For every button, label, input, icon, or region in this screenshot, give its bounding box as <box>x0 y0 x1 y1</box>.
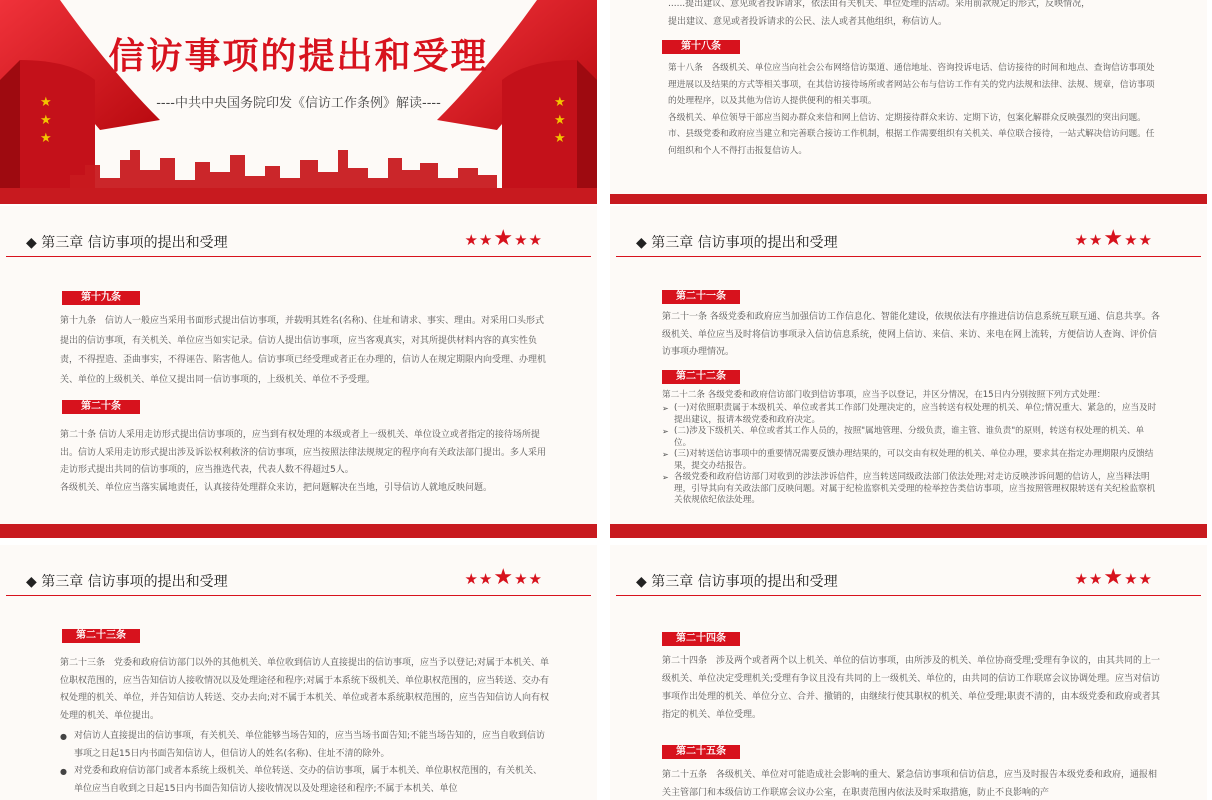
slide-article-21-22 <box>610 206 1207 538</box>
article-tag: 第二十一条 <box>662 290 740 304</box>
article-body: 第二十二条 各级党委和政府信访部门收到信访事项，应当予以登记，并区分情况，在15日内分别按照下列方式处理： <box>662 390 1106 400</box>
item-list <box>60 728 550 798</box>
article-body: 第二十三条 党委和政府信访部门以外的其他机关、单位收到信访人直接提出的信访事项，应当予以登记;对属于本机关、单位职权范围的，应当告知信访人接收情况以及处理途径和程序;对属于本系统下级机关、单位职权范围的，应当转送、交办有权处理的机关、单位，并告知信访人转送、交办去向;对不属于本机关、单位或者本系统职权范围的，应当告知信访人向有权处理的机关、单位提出。 <box>60 658 550 721</box>
article-tag: 第十八条 <box>662 40 740 54</box>
slide-top-text <box>668 0 1168 31</box>
article-tag: 第二十四条 <box>662 632 740 646</box>
article-body <box>60 427 550 497</box>
chapter-title: ◆ 第三章 信访事项的提出和受理 <box>26 574 228 590</box>
header-divider <box>6 256 591 257</box>
article-body: 第二十四条 涉及两个或者两个以上机关、单位的信访事项，由所涉及的机关、单位协商受理;受理有争议的，由其共同的上一级机关、单位决定受理机关;受理有争议且没有共同的上一级机关、单位的，由共同的信访工作联席会议协调处理。应当对信访事项作出处理的机关、单位分立、合并、撤销的，由继续行使其职权的机关、单位受理;职责不清的，由本级党委和政府或者其指定的机关、单位受理。 <box>662 656 1161 720</box>
header-divider <box>616 256 1201 257</box>
article-body <box>668 60 1158 159</box>
slide-article-18 <box>610 0 1207 204</box>
chapter-title: ◆ 第三章 信访事项的提出和受理 <box>636 235 838 251</box>
cover-slide <box>0 0 597 204</box>
slide-footer-bar <box>610 524 1207 538</box>
article-body: 第二十一条 各级党委和政府应当加强信访工作信息化、智能化建设，依规依法有序推进信访信息系统互联互通、信息共享。各级机关、单位应当及时将信访事项录入信访信息系统，使网上信访、来信、来访、来电在网上流转，方便信访人查询、评价信访事项办理情况。 <box>662 312 1160 357</box>
slide-header <box>610 545 1207 605</box>
cover-title: 信访事项的提出和受理 <box>108 35 489 77</box>
gold-star-icon: ★ <box>40 113 52 128</box>
list-item: ➢ (二)涉及下级机关、单位或者其工作人员的，按照"属地管理、分级负责，谁主管、谁负责"的原则，转送有权处理的机关、单位。 <box>662 426 1158 449</box>
header-divider <box>6 595 591 596</box>
paragraph: 第十八条 各级机关、单位应当向社会公布网络信访渠道、通信地址、咨询投诉电话、信访接待的时间和地点、查询信访事项处理进展以及结果的方式等相关事项，在其信访接待场所或者网站公布与信访工作有关的党内法规和法律、法规、规章，信访事项的处理程序，以及其他为信访人提供便利的相关事项。 <box>668 63 1155 106</box>
cover-subtitle: ----中共中央国务院印发《信访工作条例》解读---- <box>156 96 441 111</box>
list-item: ➢ (一)对依照职责属于本级机关、单位或者其工作部门处理决定的，应当转送有权处理的机关、单位;情况重大、紧急的，应当及时提出建议，报请本级党委和政府决定。 <box>662 403 1158 426</box>
list-item: ● 对信访人直接提出的信访事项，有关机关、单位能够当场告知的，应当当场书面告知;不能当场告知的，应当自收到信访事项之日起15日内书面告知信访人，但信访人的姓名(名称)、住址不清的除外。 <box>60 728 550 763</box>
slide-header <box>0 545 597 605</box>
article-tag: 第二十三条 <box>62 629 140 643</box>
chapter-title: ◆ 第三章 信访事项的提出和受理 <box>26 235 228 251</box>
gold-star-icon: ★ <box>554 95 566 110</box>
article-tag: 第二十条 <box>62 400 140 414</box>
slide-header <box>0 206 597 266</box>
slide-article-19-20 <box>0 206 597 538</box>
paragraph: 各级机关、单位领导干部应当阅办群众来信和网上信访、定期接待群众来访、定期下访，包案化解群众反映强烈的突出问题。市、县级党委和政府应当建立和完善联合接访工作机制，根据工作需要组织有关机关、单位联合接待，一站式解决信访问题。任何组织和个人不得打击报复信访人。 <box>668 112 1155 156</box>
red-stars-icon: ★★★★★ <box>464 226 543 251</box>
chapter-title: ◆ 第三章 信访事项的提出和受理 <box>636 574 838 590</box>
slide-article-24-25 <box>610 545 1207 800</box>
gold-star-icon: ★ <box>554 131 566 146</box>
slide-article-23 <box>0 545 597 800</box>
paragraph: 第二十条 信访人采用走访形式提出信访事项的，应当到有权处理的本级或者上一级机关、单位设立或者指定的接待场所提出。信访人采用走访形式提出涉及诉讼权利救济的信访事项，应当按照法律法规规定的程序向有关政法部门提出。多人采用走访形式提出共同的信访事项的，应当推选代表，代表人数不得超过5人。 <box>60 430 547 475</box>
list-item: ➢ 各级党委和政府信访部门对收到的涉法涉诉信件，应当转送同级政法部门依法处理;对走访反映涉诉问题的信访人，应当释法明理，引导其向有关政法部门反映问题。对属于纪检监察机关受理的检举控告类信访事项，应当按照管理权限转送有关纪检监察机关依规依纪依法处理。 <box>662 472 1158 507</box>
list-item: ➢ (三)对转送信访事项中的重要情况需要反馈办理结果的，可以交由有权处理的机关、单位办理，要求其在指定办理期限内反馈结果，提交办结报告。 <box>662 449 1158 472</box>
article-body: 第十九条 信访人一般应当采用书面形式提出信访事项，并载明其姓名(名称)、住址和请求、事实、理由。对采用口头形式提出的信访事项，有关机关、单位应当如实记录。信访人提出信访事项，应当客观真实，对其所提供材料内容的真实性负责，不得捏造、歪曲事实，不得诬告、陷害他人。信访事项已经受理或者正在办理的，信访人在规定期限内向受理、办理机关、单位的上级机关、单位又提出同一信访事项的，上级机关、单位不予受理。 <box>60 316 547 385</box>
list-item: ● 对党委和政府信访部门或者本系统上级机关、单位转送、交办的信访事项，属于本机关、单位职权范围的，有关机关、单位应当自收到之日起15日内书面告知信访人接收情况以及处理途径和程序;不属于本机关、单位 <box>60 763 550 798</box>
item-list <box>662 403 1158 507</box>
article-tag: 第十九条 <box>62 291 140 305</box>
slide-header <box>610 206 1207 266</box>
red-stars-icon: ★★★★★ <box>1074 565 1153 590</box>
slide-footer-bar <box>610 194 1207 204</box>
text-line: 提出建议、意见或者投诉请求的公民、法人或者其他组织，称信访人。 <box>668 17 948 27</box>
gold-star-icon: ★ <box>554 113 566 128</box>
red-stars-icon: ★★★★★ <box>464 565 543 590</box>
article-tag: 第二十二条 <box>662 370 740 384</box>
text-line: ......提出建议、意见或者投诉请求，依法由有关机关、单位处理的活动。采用前款规定的形式，反映情况， <box>668 0 1091 9</box>
gold-star-icon: ★ <box>40 131 52 146</box>
red-stars-icon: ★★★★★ <box>1074 226 1153 251</box>
slide-footer-bar <box>0 524 597 538</box>
paragraph: 各级机关、单位应当落实属地责任，认真接待处理群众来访，把问题解决在当地，引导信访人就地反映问题。 <box>60 482 493 493</box>
article-body: 第二十五条 各级机关、单位对可能造成社会影响的重大、紧急信访事项和信访信息，应当及时报告本级党委和政府，通报相关主管部门和本级信访工作联席会议办公室，在职责范围内依法及时采取措施，防止不良影响的产 <box>662 770 1158 798</box>
article-tag: 第二十五条 <box>662 745 740 759</box>
gold-star-icon: ★ <box>40 95 52 110</box>
header-divider <box>616 595 1201 596</box>
